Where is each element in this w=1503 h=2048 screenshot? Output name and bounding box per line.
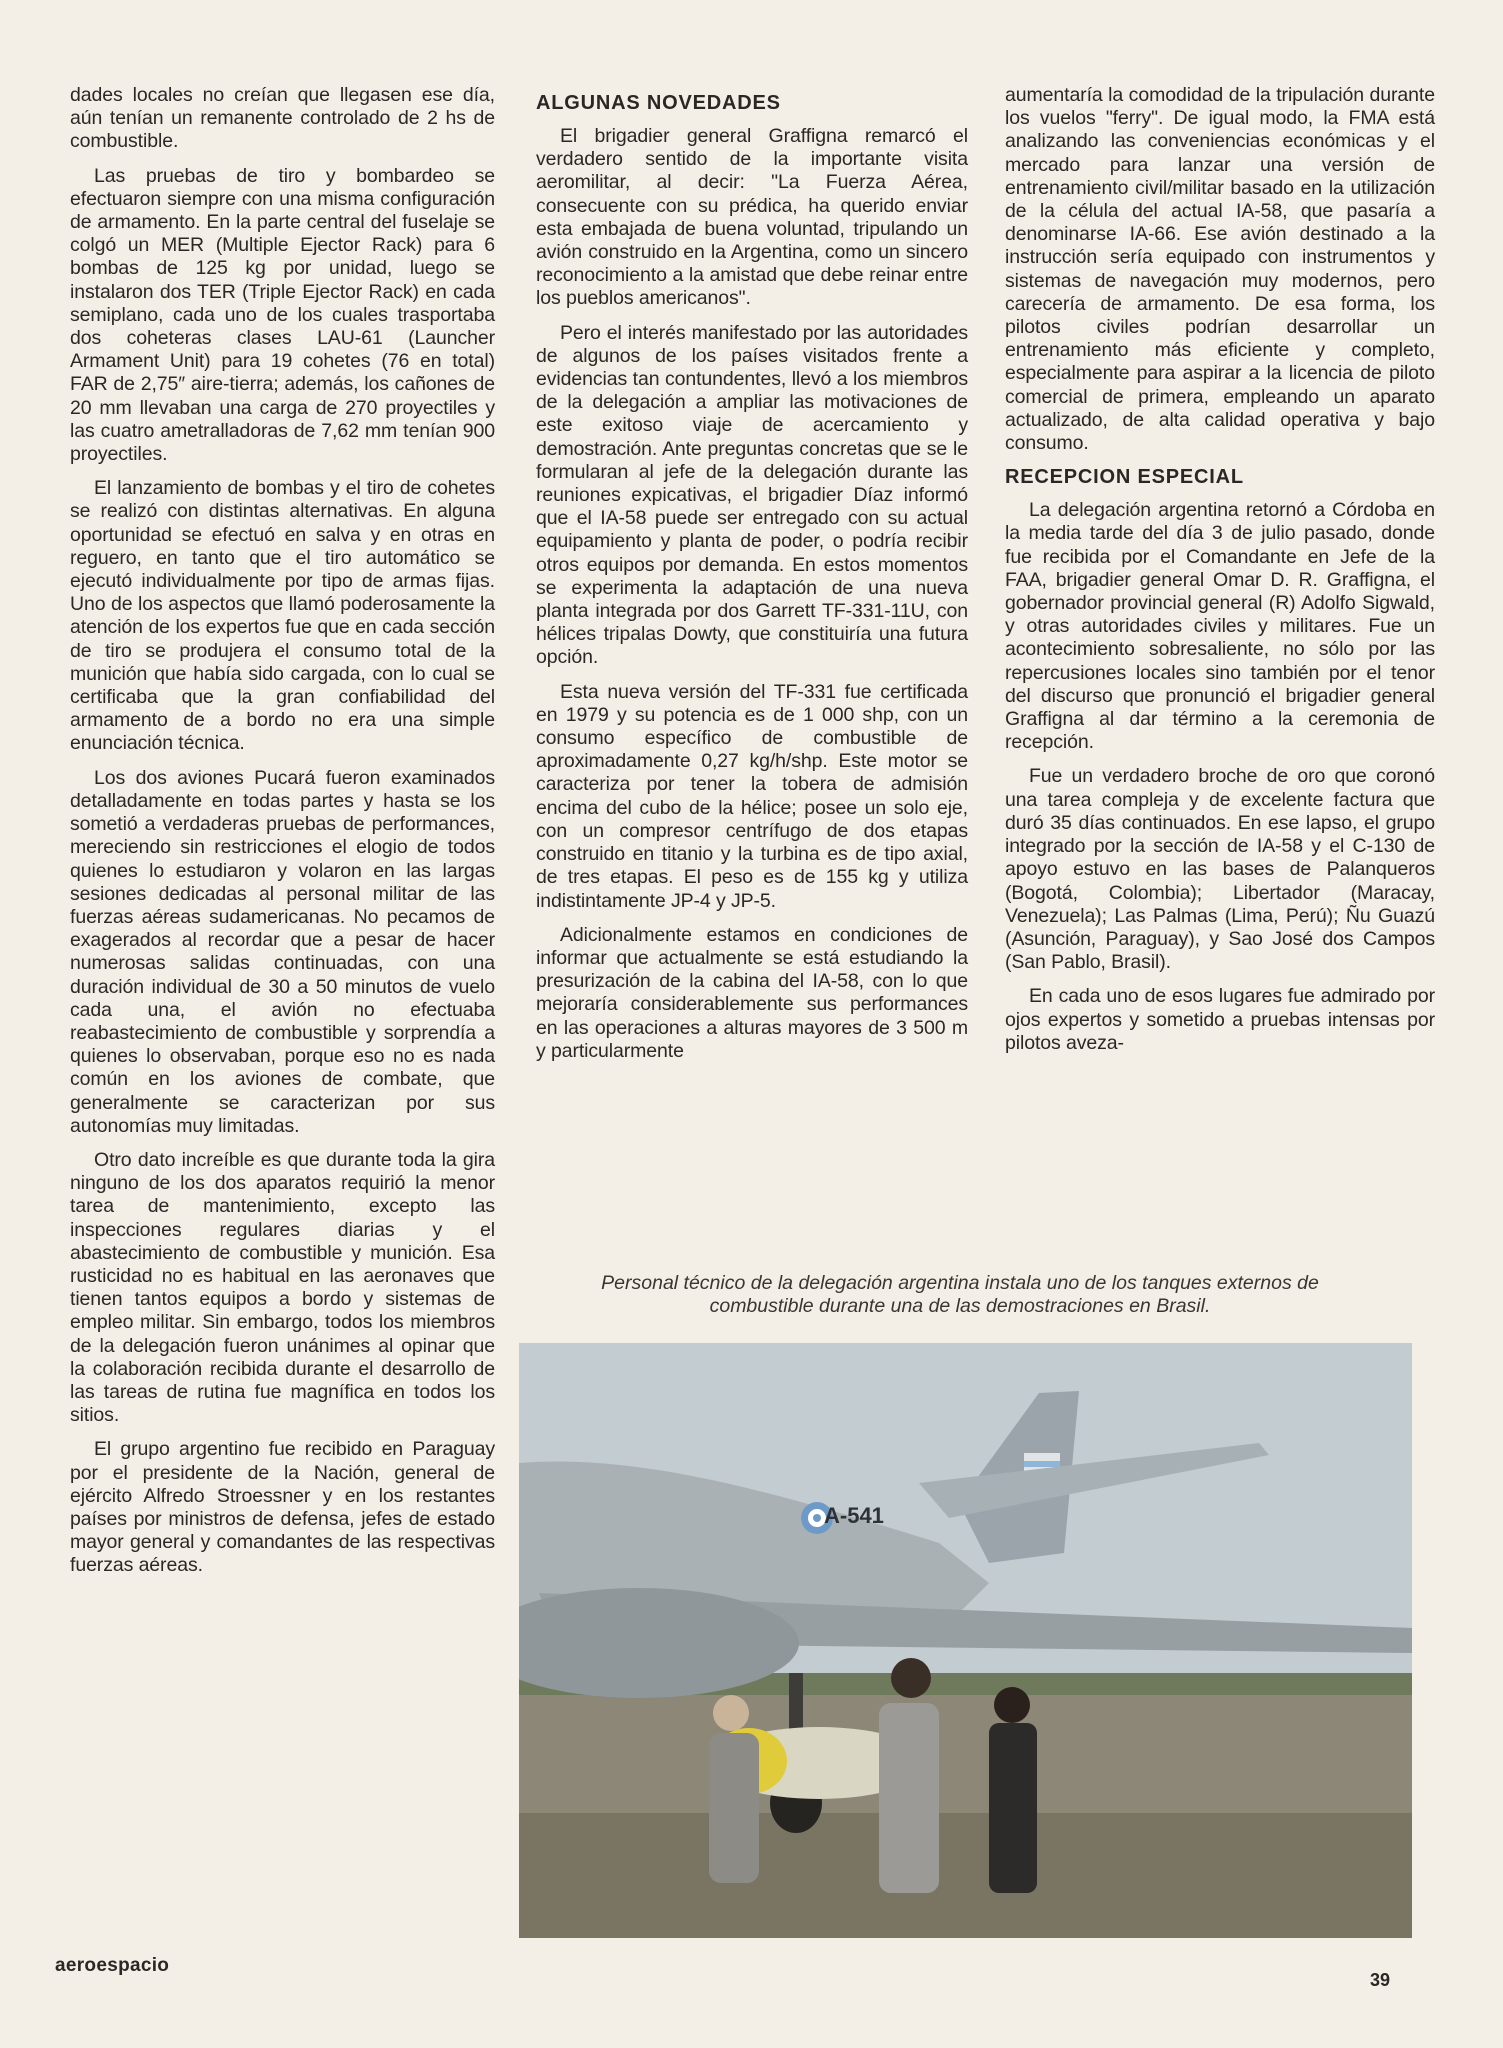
text-column-3 xyxy=(1005,84,1435,1066)
paragraph: El grupo argentino fue recibido en Paraguay por el presidente de la Nación, general de ejército Alfredo Stroessner y en los restantes países por ministros de defensa, jefes de estado mayor general y comandantes de las respectivas fuerzas aéreas. xyxy=(70,1438,495,1577)
text-column-2 xyxy=(536,84,968,1074)
aircraft-marking: A-541 xyxy=(824,1503,884,1528)
paragraph: El brigadier general Graffigna remarcó el verdadero sentido de la importante visita aeromilitar, al decir: "La Fuerza Aérea, consecuente con su prédica, ha querido enviar esta embajada de buena voluntad, tripulando un avión construido en la Argentina, como un sincero reconocimiento a la amistad que debe reinar entre los pueblos americanos". xyxy=(536,125,968,310)
text-column-1 xyxy=(70,84,495,1589)
paragraph: En cada uno de esos lugares fue admirado por ojos expertos y sometido a pruebas intensas por pilotos aveza- xyxy=(1005,985,1435,1054)
page-number: 39 xyxy=(1370,1970,1391,1990)
paragraph: Las pruebas de tiro y bombardeo se efectuaron siempre con una misma configuración de armamento. En la parte central del fuselaje se colgó un MER (Multiple Ejector Rack) para 6 bombas de 125 kg por unidad, luego se instalaron dos TER (Triple Ejector Rack) en cada semiplano, cada uno de los cuales trasportaba dos coheteras clases LAU-61 (Launcher Armament Unit) para 19 cohetes (76 en total) FAR de 2,75″ aire-tierra; además, los cañones de 20 mm llevaban una carga de 270 proyectiles y las cuatro ametralladoras de 7,62 mm tenían 900 proyectiles. xyxy=(70,164,495,466)
aircraft-photo xyxy=(519,1343,1412,1938)
paragraph: Fue un verdadero broche de oro que coronó una tarea compleja y de excelente factura que duró 35 días continuados. En ese lapso, el grupo integrado por la sección de IA-58 y el C-130 de apoyo estuvo en las bases de Palanqueros (Bogotá, Colombia); Libertador (Maracay, Venezuela); Las Palmas (Lima, Perú); Ñu Guazú (Asunción, Paraguay), y Sao José dos Campos (San Pablo, Brasil). xyxy=(1005,765,1435,974)
paragraph: Esta nueva versión del TF-331 fue certificada en 1979 y su potencia es de 1 000 shp, con un consumo específico de combustible de aproximadamente 0,27 kg/h/shp. Este motor se caracteriza por tener la tobera de admisión encima del cubo de la hélice; posee un solo eje, con un compresor centrífugo de dos etapas construido en titanio y la turbina es de tipo axial, de tres etapas. El peso es de 155 kg y utiliza indistintamente JP-4 y JP-5. xyxy=(536,680,968,912)
paragraph: La delegación argentina retornó a Córdoba en la media tarde del día 3 de julio pasado, donde fue recibida por el Comandante en Jefe de la FAA, brigadier general Omar D. R. Graffigna, el gobernador provincial general (R) Adolfo Sigwald, y otras autoridades civiles y militares. Fue un acontecimiento sobresaliente, no sólo por las repercusiones locales sino también por el tenor del discurso que pronunció el brigadier general Graffigna al dar término a la ceremonia de recepción. xyxy=(1005,499,1435,754)
photo-caption: Personal técnico de la delegación argentina instala uno de los tanques externos de combustible durante una de las demostraciones en Brasil. xyxy=(601,1272,1319,1317)
paragraph: aumentaría la comodidad de la tripulación durante los vuelos "ferry". De igual modo, la FMA está analizando las conveniencias económicas y el mercado para lanzar una versión de entrenamiento civil/militar basado en la utilización de la célula del actual IA-58, que pasaría a denominarse IA-66. Ese avión destinado a la instrucción sería equipado con instrumentos y sistemas de navegación muy modernos, pero carecería de armamento. De esa forma, los pilotos civiles podrían desarrollar un entrenamiento más eficiente y completo, especialmente para aspirar a la licencia de piloto comercial de primera, empleando un aparato actualizado, de alta calidad operativa y bajo consumo. xyxy=(1005,84,1435,455)
paragraph: dades locales no creían que llegasen ese día, aún tenían un remanente controlado de 2 hs de combustible. xyxy=(70,84,495,153)
paragraph: Otro dato increíble es que durante toda la gira ninguno de los dos aparatos requirió la menor tarea de mantenimiento, excepto las inspecciones regulares diarias y el abastecimiento de combustible y munición. Esa rusticidad no es habitual en las aeronaves que tienen tantos equipos a bordo y sistemas de empleo militar. Sin embargo, todos los miembros de la delegación fueron unánimes al opinar que la colaboración recibida durante el desarrollo de las tareas de rutina fue magnífica en todos los sitios. xyxy=(70,1148,495,1427)
section-heading: ALGUNAS NOVEDADES xyxy=(536,92,781,114)
aircraft-illustration xyxy=(519,1343,1412,1938)
paragraph: Pero el interés manifestado por las autoridades de algunos de los países visitados frente a evidencias tan contundentes, llevó a los miembros de la delegación a ampliar las motivaciones de este exitoso viaje de acercamiento y demostración. Ante preguntas concretas que se le formularan al jefe de la delegación durante las reuniones expicativas, el brigadier Díaz informó que el IA-58 puede ser entregado con su actual equipamiento y planta de poder, o podría recibir otros equipos por demanda. En estos momentos se experimenta la adaptación de una nueva planta integrada por dos Garrett TF-331-11U, con hélices tripalas Dowty, que constituiría una futura opción. xyxy=(536,321,968,669)
paragraph: Los dos aviones Pucará fueron examinados detalladamente en todas partes y hasta se los sometió a verdaderas pruebas de performances, mereciendo sin restricciones el elogio de todos quienes lo estudiaron y volaron en las largas sesiones dedicadas al personal militar de las fuerzas aéreas sudamericanas. No pecamos de exagerados al recordar que a pesar de hacer numerosas salidas continuadas, con una duración individual de 30 a 50 minutos de vuelo cada una, el avión no efectuaba reabastecimiento de combustible y sorprendía a quienes lo observaban, porque eso no es nada común en los aviones de combate, que generalmente se caracterizan por sus autonomías muy limitadas. xyxy=(70,766,495,1137)
section-heading: RECEPCION ESPECIAL xyxy=(1005,466,1244,489)
paragraph: El lanzamiento de bombas y el tiro de cohetes se realizó con distintas alternativas. En alguna oportunidad se efectuó en salva y en otras en reguero, en tanto que el tiro automático se ejecutó individualmente por tipo de armas fijas. Uno de los aspectos que llamó poderosamente la atención de los expertos fue que en cada sección de tiro se produjera el consumo total de la munición que había sido cargada, con lo cual se certificaba que la gran confiabilidad del armamento de a bordo no era una simple enunciación técnica. xyxy=(70,477,495,755)
paragraph: Adicionalmente estamos en condiciones de informar que actualmente se está estudiando la presurización de la cabina del IA-58, con lo que mejoraría considerablemente sus performances en las operaciones a alturas mayores de 3 500 m y particularmente xyxy=(536,923,968,1062)
publication-name: aeroespacio xyxy=(55,1955,170,1976)
